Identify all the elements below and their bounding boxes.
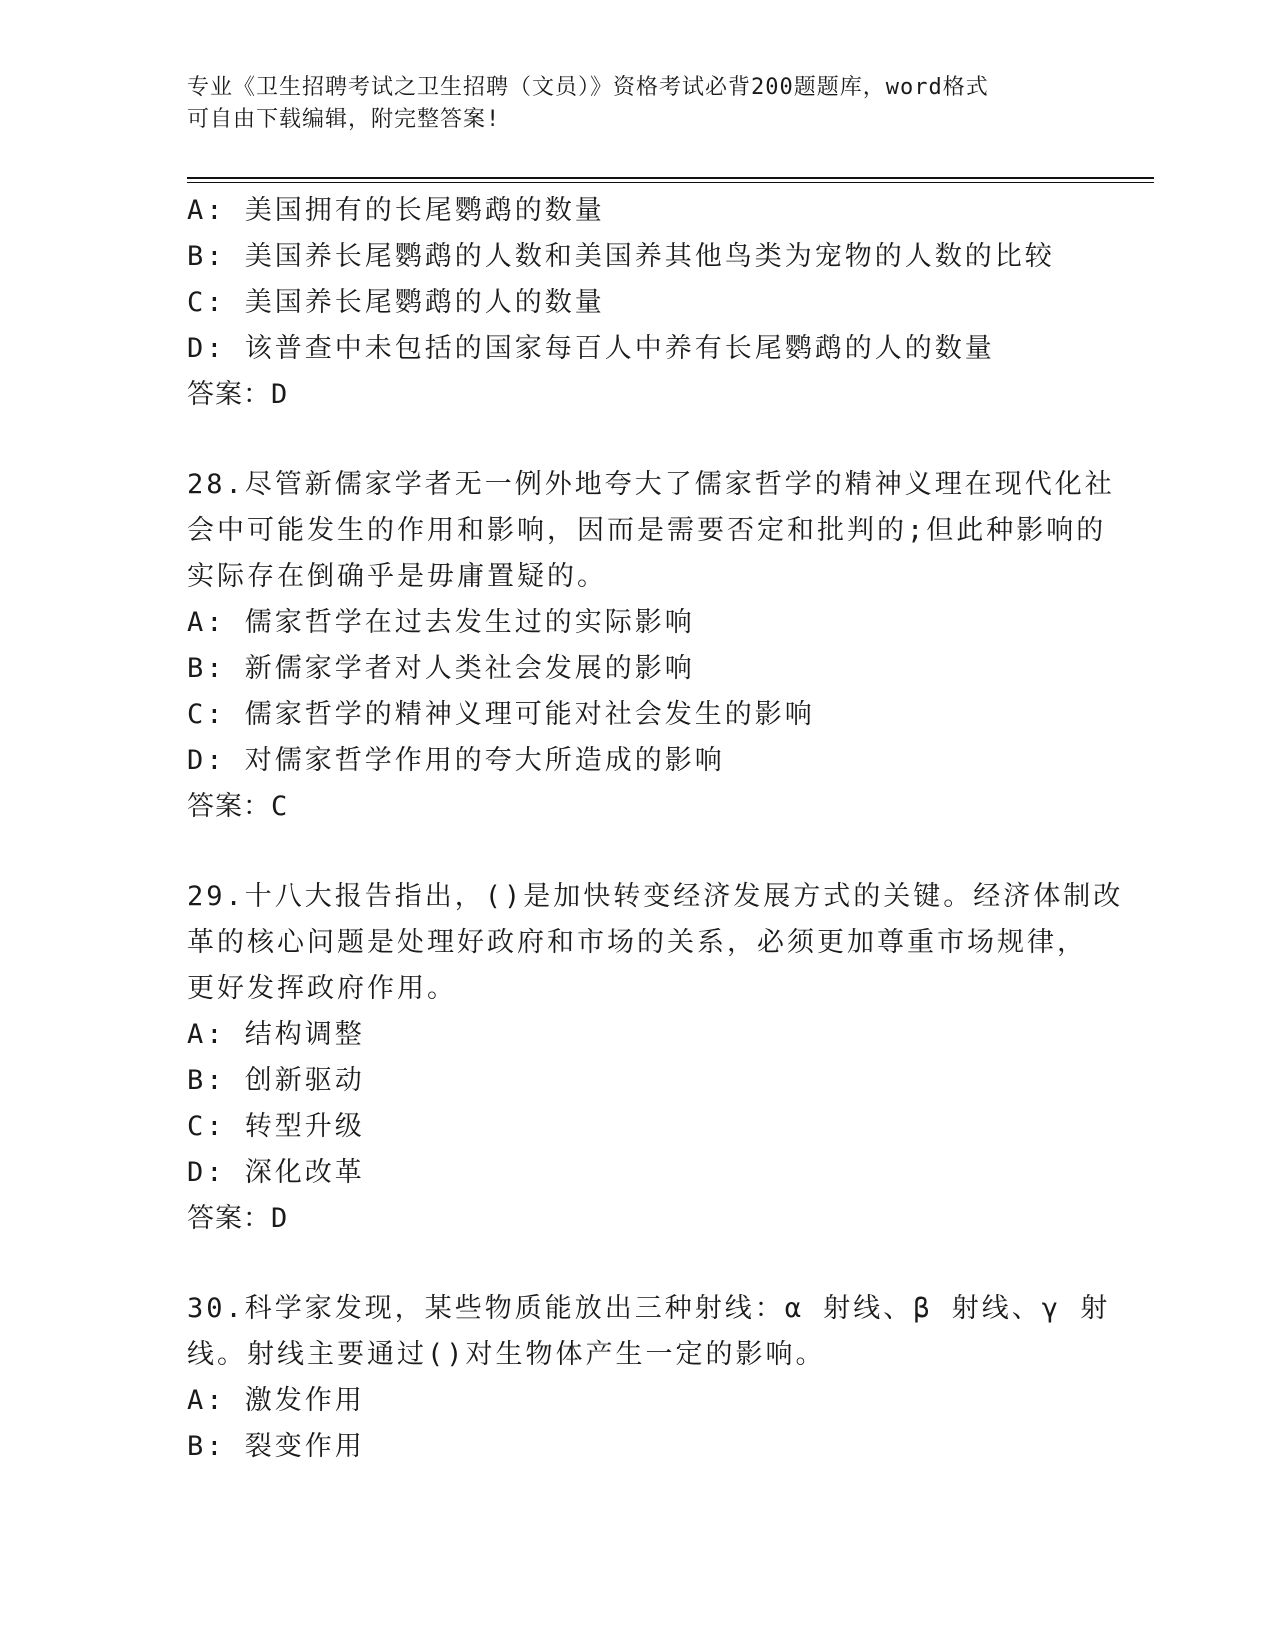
option-c: C: 美国养长尾鹦鹉的人的数量 [187, 287, 605, 318]
option-a: A: 儒家哲学在过去发生过的实际影响 [187, 607, 695, 638]
option-b: B: 创新驱动 [187, 1065, 365, 1096]
question-text-line: 更好发挥政府作用。 [187, 973, 457, 1004]
question-29 [187, 874, 1124, 1242]
option-d: D: 深化改革 [187, 1157, 365, 1188]
question-text-line: 28.尽管新儒家学者无一例外地夸大了儒家哲学的精神义理在现代化社 [187, 469, 1115, 500]
question-list [187, 188, 1124, 1470]
question-text-line: 实际存在倒确乎是毋庸置疑的。 [187, 561, 607, 592]
question-text-line: 会中可能发生的作用和影响，因而是需要否定和批判的;但此种影响的 [187, 515, 1107, 546]
question-text-line: 30.科学家发现，某些物质能放出三种射线：α 射线、β 射线、γ 射 [187, 1293, 1111, 1324]
question-28 [187, 462, 1115, 830]
option-a: A: 结构调整 [187, 1019, 365, 1050]
header-line-2: 可自由下载编辑，附完整答案! [187, 107, 501, 132]
header-line-1: 专业《卫生招聘考试之卫生招聘（文员）》资格考试必背200题题库，word格式 [187, 75, 989, 100]
option-d: D: 该普查中未包括的国家每百人中养有长尾鹦鹉的人的数量 [187, 333, 995, 364]
option-b: B: 美国养长尾鹦鹉的人数和美国养其他鸟类为宠物的人数的比较 [187, 241, 1055, 272]
document-header [187, 72, 1067, 136]
option-a: A: 激发作用 [187, 1385, 365, 1416]
answer-label: 答案：D [187, 1203, 289, 1234]
answer-label: 答案：D [187, 379, 289, 410]
option-b: B: 新儒家学者对人类社会发展的影响 [187, 653, 695, 684]
question-30 [187, 1286, 1111, 1470]
question-text-line: 革的核心问题是处理好政府和市场的关系，必须更加尊重市场规律， [187, 927, 1087, 958]
option-c: C: 儒家哲学的精神义理可能对社会发生的影响 [187, 699, 815, 730]
header-divider-thick [187, 177, 1154, 179]
question-text-line: 29.十八大报告指出，()是加快转变经济发展方式的关键。经济体制改 [187, 881, 1124, 912]
answer-label: 答案：C [187, 791, 289, 822]
option-c: C: 转型升级 [187, 1111, 365, 1142]
option-a: A: 美国拥有的长尾鹦鹉的数量 [187, 195, 605, 226]
question-27-continued [187, 188, 1087, 418]
header-divider-thin [187, 182, 1154, 183]
question-text-line: 线。射线主要通过()对生物体产生一定的影响。 [187, 1339, 826, 1370]
option-b: B: 裂变作用 [187, 1431, 365, 1462]
option-d: D: 对儒家哲学作用的夸大所造成的影响 [187, 745, 725, 776]
